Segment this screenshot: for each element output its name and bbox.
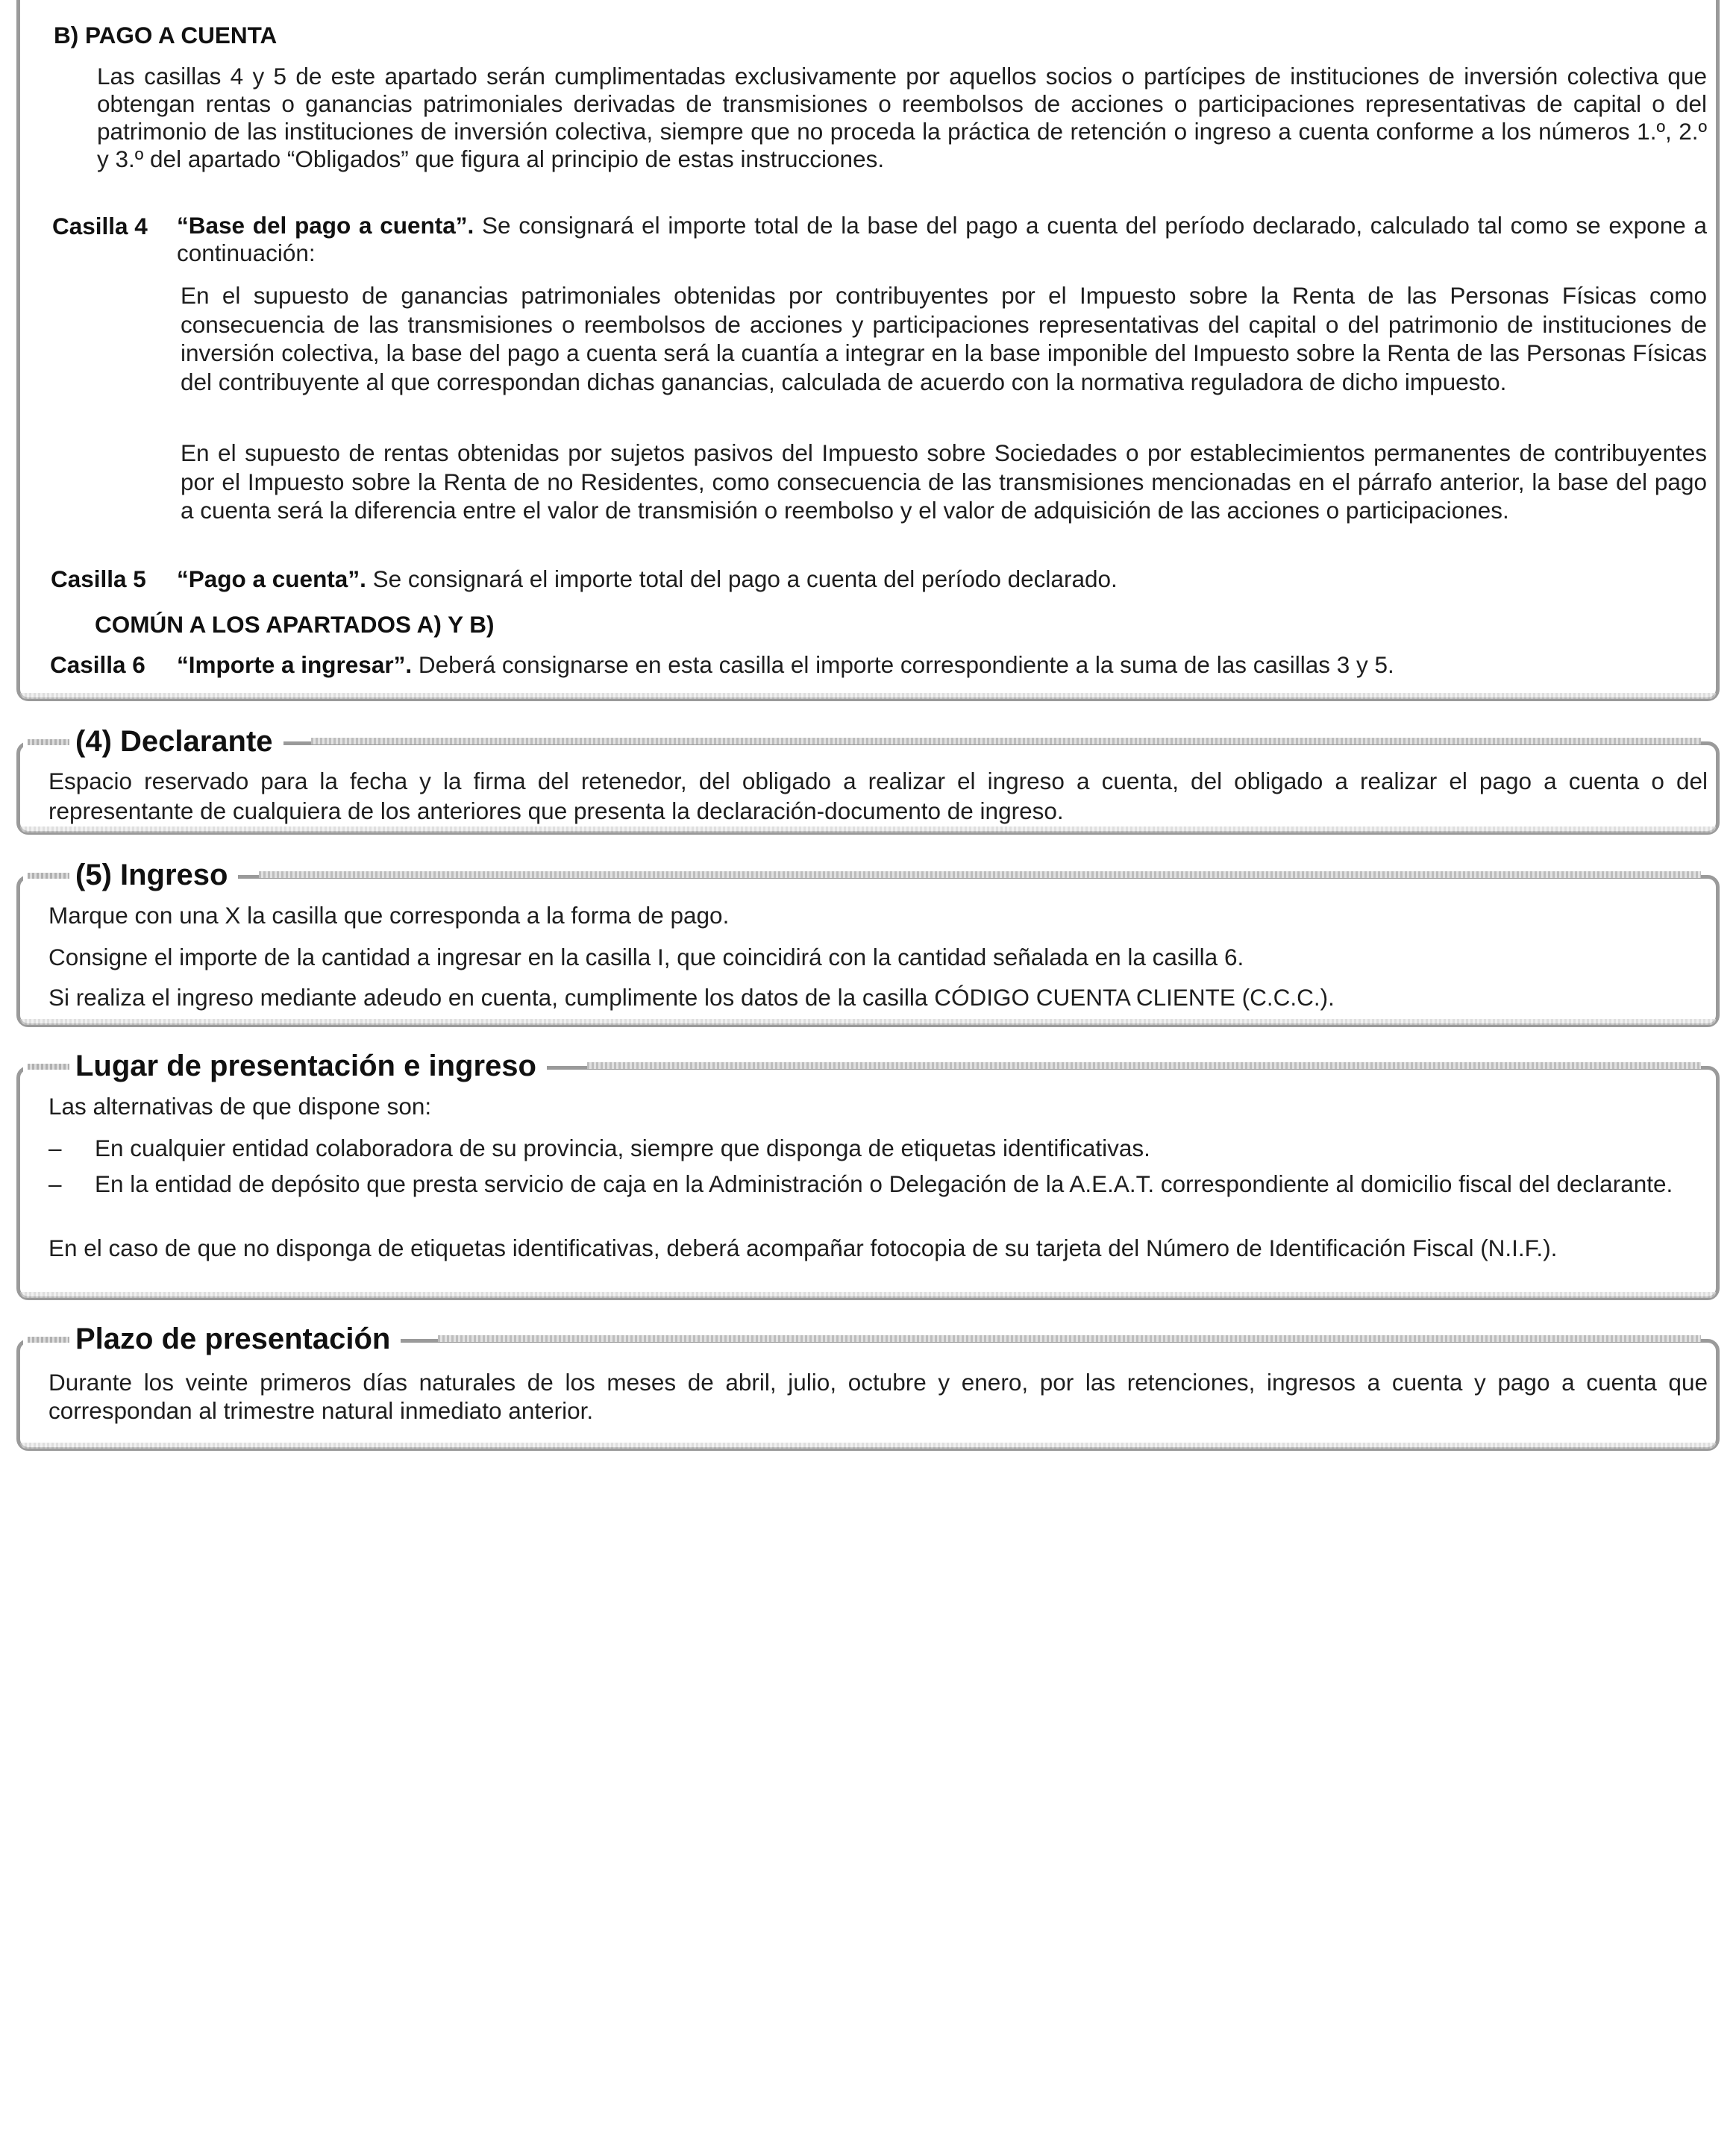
ingreso-line-3: Si realiza el ingreso mediante adeudo en cuenta, cumplimente los datos de la casilla CÓDIGO CUENTA CLIENTE (C.C.C.).: [48, 984, 1335, 1011]
lugar-note: En el caso de que no disponga de etiquetas identificativas, deberá acompañar fotocopia de su tarjeta del Número de Identificación Fiscal (N.I.F.).: [48, 1235, 1558, 1261]
plazo-title: Plazo de presentación: [23, 1320, 401, 1358]
common-heading: COMÚN A LOS APARTADOS A) Y B): [95, 611, 495, 638]
lugar-intro: Las alternativas de que dispone son:: [48, 1093, 432, 1120]
declarante-box: [16, 725, 1720, 835]
casilla-6-label: Casilla 6: [50, 651, 145, 678]
casilla-6-description: [177, 650, 1714, 679]
casilla-4-title: “Base del pago a cuenta”.: [177, 212, 474, 239]
casilla-4-label: Casilla 4: [52, 213, 148, 239]
plazo-box: [16, 1323, 1720, 1451]
casilla-4-description: [177, 212, 1707, 267]
casilla-5-description: [177, 565, 1707, 593]
ingreso-box: [16, 859, 1720, 1027]
section-b-intro: Las casillas 4 y 5 de este apartado serán cumplimentadas exclusivamente por aquellos socios o partícipes de instituciones de inversión colectiva que obtengan rentas o ganancias patrimoniales derivadas de transmisiones o reembolsos de acciones o participaciones representativas de capital o del patrimonio de las instituciones de inversión colectiva, siempre que no proceda la práctica de retención o ingreso a cuenta conforme a los números 1.º, 2.º y 3.º del apartado “Obligados” que figura al principio de estas instrucciones.: [97, 63, 1707, 172]
ingreso-line-1: Marque con una X la casilla que corresponda a la forma de pago.: [48, 902, 730, 929]
lugar-item-2: En la entidad de depósito que presta servicio de caja en la Administración o Delegación de la A.E.A.T. correspondiente al domicilio fiscal del declarante.: [95, 1170, 1673, 1197]
casilla-4-text: Se consignará el importe total de la base del pago a cuenta del período declarado, calculado tal como se expone a continuación:: [177, 212, 1707, 266]
lugar-title: Lugar de presentación e ingreso: [23, 1047, 547, 1085]
casilla-4-paragraph-1: En el supuesto de ganancias patrimoniales obtenidas por contribuyentes por el Impuesto sobre la Renta de las Personas Físicas como consecuencia de las transmisiones o reembolsos de acciones y participaciones representativas del capital o del patrimonio de instituciones de inversión colectiva, la base del pago a cuenta será la cuantía a integrar en la base imponible del Impuesto sobre la Renta de las Personas Físicas del contribuyente al que correspondan dichas ganancias, calculada de acuerdo con la normativa reguladora de dicho impuesto.: [181, 282, 1707, 395]
ingreso-title: (5) Ingreso: [23, 856, 238, 894]
casilla-5-text: Se consignará el importe total del pago a cuenta del período declarado.: [366, 565, 1118, 592]
ingreso-line-2: Consigne el importe de la cantidad a ingresar en la casilla I, que coincidirá con la cantidad señalada en la casilla 6.: [48, 944, 1244, 970]
bullet-mark: –: [48, 1135, 62, 1161]
declarante-text: Espacio reservado para la fecha y la firma del retenedor, del obligado a realizar el ingreso a cuenta, del obligado a realizar el pago a cuenta o del representante de cualquiera de los anteriores que presenta la declaración-documento de ingreso.: [48, 768, 1708, 824]
plazo-text: Durante los veinte primeros días naturales de los meses de abril, julio, octubre y enero, por las retenciones, ingresos a cuenta y pago a cuenta que correspondan al trimestre natural inmediato anterior.: [48, 1369, 1708, 1424]
casilla-5-label: Casilla 5: [51, 565, 146, 592]
casilla-6-title: “Importe a ingresar”.: [177, 651, 413, 678]
bullet-mark: –: [48, 1170, 62, 1197]
casilla-5-title: “Pago a cuenta”.: [177, 565, 366, 592]
section-b-box: [16, 0, 1720, 701]
section-b-heading: B) PAGO A CUENTA: [54, 22, 278, 48]
lugar-box: [16, 1050, 1720, 1300]
declarante-title: (4) Declarante: [23, 723, 283, 760]
casilla-6-text: Deberá consignarse en esta casilla el importe correspondiente a la suma de las casillas 3 y 5.: [412, 651, 1394, 678]
lugar-item-1: En cualquier entidad colaboradora de su provincia, siempre que disponga de etiquetas identificativas.: [95, 1135, 1150, 1161]
casilla-4-paragraph-2: En el supuesto de rentas obtenidas por sujetos pasivos del Impuesto sobre Sociedades o por establecimientos permanentes de contribuyentes por el Impuesto sobre la Renta de no Residentes, como consecuencia de las transmisiones mencionadas en el párrafo anterior, la base del pago a cuenta será la diferencia entre el valor de transmisión o reembolso y el valor de adquisición de las acciones o participaciones.: [181, 439, 1707, 524]
